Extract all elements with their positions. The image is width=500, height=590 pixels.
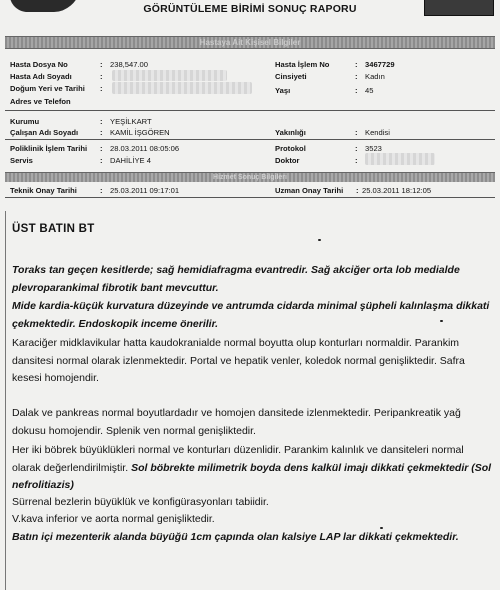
adsoyad-colon: : — [100, 72, 103, 81]
cinsiyet-value: Kadın — [365, 72, 385, 81]
teknik-colon: : — [100, 186, 103, 195]
teknik-label: Teknik Onay Tarihi — [10, 186, 77, 195]
uzman-value: 25.03.2011 18:12:05 — [362, 186, 432, 195]
finding-vessels: V.kava inferior ve aorta normal genişliktedir. — [12, 513, 215, 525]
doktor-colon: : — [355, 156, 358, 165]
finding-stomach: Mide kardia-küçük kurvatura düzeyinde ve antrumda cidarda minimal şüpheli kalınlaşma dikkati çekmektedir. Endoskopik inceme önerilir. — [12, 300, 490, 330]
divider — [5, 110, 495, 111]
poliklinik-label: Poliklinik İşlem Tarihi — [10, 144, 88, 153]
uzman-label: Uzman Onay Tarihi — [275, 186, 344, 195]
teknik-value: 25.03.2011 09:17:01 — [110, 186, 180, 195]
divider — [5, 197, 495, 198]
islem-value: 3467729 — [365, 60, 395, 69]
redacted-birth — [112, 82, 252, 94]
adsoyad-label: Hasta Adı Soyadı — [10, 72, 72, 81]
dogum-label: Doğum Yeri ve Tarihi — [10, 84, 85, 93]
islem-colon: : — [355, 60, 358, 69]
scan-speck — [318, 239, 321, 241]
yas-value: 45 — [365, 86, 374, 95]
kurum-label: Kurumu — [10, 117, 40, 126]
calisan-value: KAMİL İŞGÖREN — [110, 128, 170, 137]
report-title: GÖRÜNTÜLEME BİRİMİ SONUÇ RAPORU — [143, 3, 357, 15]
redacted-name — [112, 70, 227, 81]
cinsiyet-colon: : — [355, 72, 358, 81]
doktor-label: Doktor — [275, 156, 300, 165]
protokol-value: 3523 — [365, 144, 382, 153]
yas-colon: : — [355, 86, 358, 95]
yas-label: Yaşı — [275, 86, 291, 95]
dogum-colon: : — [100, 84, 103, 93]
finding-mesenteric-lap: Batın içi mezenterik alanda büyüğü 1cm çapında olan kalsiye LAP lar dikkati çekmektedir. — [12, 531, 459, 543]
protokol-colon: : — [355, 144, 358, 153]
yakinlik-colon: : — [355, 128, 358, 137]
yakinlik-label: Yakınlığı — [275, 128, 306, 137]
finding-adrenal: Sürrenal bezlerin büyüklük ve konfigürasyonları tabiidir. — [12, 496, 269, 508]
uzman-colon: : — [356, 186, 359, 195]
islem-label: Hasta İşlem No — [275, 60, 330, 69]
divider — [5, 139, 495, 140]
dosya-label: Hasta Dosya No — [10, 60, 68, 69]
kurum-value: YEŞİLKART — [110, 117, 152, 126]
dosya-value: 238,547.00 — [110, 60, 149, 69]
dosya-colon: : — [100, 60, 103, 69]
calisan-label: Çalışan Adı Soyadı — [10, 128, 79, 137]
redacted-doctor — [365, 153, 435, 165]
yakinlik-value: Kendisi — [365, 128, 390, 137]
poliklinik-colon: : — [100, 144, 103, 153]
protokol-label: Protokol — [275, 144, 306, 153]
servis-value: DAHİLİYE 4 — [110, 156, 151, 165]
finding-kidneys: Her iki böbrek büyüklükleri normal ve konturları düzenlidir. Parankim kalınlık ve dansiteleri normal olarak değerlendirilmiştir. Sol böbrekte milimetrik boyda dens kalkül imajı dikkati çekmektedir (Sol nefrolitiazis) — [12, 444, 492, 491]
finding-thorax: Toraks tan geçen kesitlerde; sağ hemidiafragma evantredir. Sağ akciğer orta lob medialde plevroparankimal fibrotik bant mevcuttur. — [12, 264, 460, 294]
calisan-colon: : — [100, 128, 103, 137]
servis-label: Servis — [10, 156, 33, 165]
cinsiyet-label: Cinsiyeti — [275, 72, 307, 81]
finding-spleen-pancreas: Dalak ve pankreas normal boyutlardadır ve homojen dansitede izlenmektedir. Peripankreatik yağ dokusu homojendir. Splenik ven normal genişliktedir. — [12, 407, 461, 437]
poliklinik-value: 28.03.2011 08:05:06 — [110, 144, 180, 153]
kurum-colon: : — [100, 117, 103, 126]
finding-liver: Karaciğer midklavikular hatta kaudokranialde normal boyutta olup konturları normaldir. Parankim dansitesi normal olarak izlenmektedir. Portal ve hepatik venler, koledok normal genişliktedir. Safra kesesi homojendir. — [12, 337, 465, 384]
servis-colon: : — [100, 156, 103, 165]
report-title-ust-batin-bt: ÜST BATIN BT — [12, 223, 95, 235]
adres-label: Adres ve Telefon — [10, 97, 71, 106]
patient-info-banner: Hastaya Ait Kişisel Bilgiler — [5, 36, 495, 49]
result-info-banner: Hizmet Sonuç Bilgileri — [5, 172, 495, 182]
